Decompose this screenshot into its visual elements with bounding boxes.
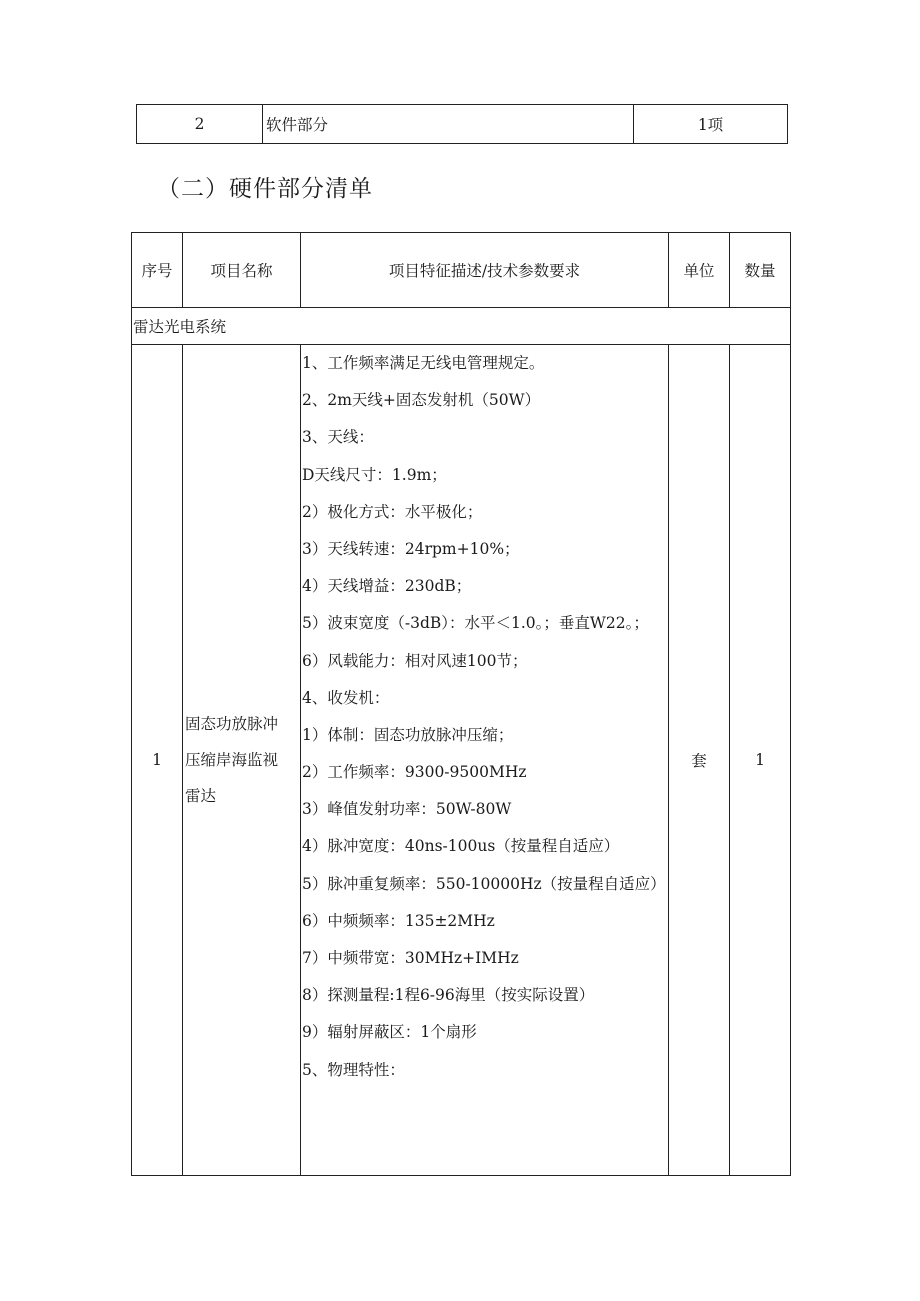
spec-list — [301, 345, 668, 1175]
item-quantity: 1 — [730, 345, 791, 1176]
spec-line: 5、物理特性： — [302, 1060, 405, 1079]
spec-line: 4、收发机： — [302, 688, 390, 707]
row-name: 软件部分 — [263, 105, 634, 144]
header-row — [132, 233, 791, 308]
section-heading: （二）硬件部分清单 — [157, 176, 373, 202]
item-name-line: 固态功放脉冲 — [185, 715, 279, 733]
spec-line: D天线尺寸：1.9m； — [302, 465, 447, 484]
spec-line: 3）峰值发射功率：50W-80W — [302, 800, 512, 819]
item-name-line: 压缩岸海监视 — [185, 751, 279, 769]
row-quantity: 1项 — [634, 105, 788, 144]
spec-line: 4）天线增益：230dB； — [302, 577, 472, 596]
header-quantity: 数量 — [730, 233, 791, 308]
spec-line: 9）辐射屏蔽区：1个扇形 — [302, 1023, 477, 1042]
category-label: 雷达光电系统 — [132, 308, 791, 345]
item-name — [183, 345, 301, 1176]
spec-line: 1、工作频率满足无线电管理规定。 — [302, 354, 545, 372]
row-index: 2 — [137, 105, 263, 144]
item-index: 1 — [132, 345, 183, 1176]
spec-line: 2）极化方式：水平极化； — [302, 502, 483, 521]
spec-line: 6）风载能力：相对风速100节； — [302, 651, 528, 670]
spec-line: 4）脉冲宽度：40ns-100us（按量程自适应） — [302, 837, 620, 856]
spec-line: 7）中频带宽：30MHz+IMHz — [302, 949, 519, 968]
item-spec — [301, 345, 669, 1176]
item-name-line: 雷达 — [185, 787, 217, 805]
spec-line: 6）中频频率：135±2MHz — [302, 911, 495, 930]
spec-line: 5）脉冲重复频率：550-10000Hz（按量程自适应） — [302, 874, 666, 893]
header-unit: 单位 — [669, 233, 730, 308]
spec-line: 8）探测量程:1程6-96海里（按实际设置） — [302, 986, 595, 1005]
header-name: 项目名称 — [183, 233, 301, 308]
spec-line: 3、天线： — [302, 428, 374, 447]
spec-line: 2、2m天线+固态发射机（50W） — [302, 391, 541, 410]
hardware-list-table — [131, 232, 791, 1176]
spec-line: 1）体制：固态功放脉冲压缩； — [302, 725, 514, 744]
table-row — [137, 105, 788, 144]
header-description: 项目特征描述/技术参数要求 — [301, 233, 669, 308]
header-index: 序号 — [132, 233, 183, 308]
spec-line: 5）波束宽度（-3dB）：水平＜1.0。；垂直W22。； — [302, 614, 649, 633]
software-summary-table — [136, 104, 788, 144]
spec-line: 3）天线转速：24rpm+10%； — [302, 539, 520, 558]
category-row — [132, 308, 791, 345]
table-row — [132, 345, 791, 1176]
item-unit: 套 — [669, 345, 730, 1176]
spec-line: 2）工作频率：9300-9500MHz — [302, 763, 527, 782]
